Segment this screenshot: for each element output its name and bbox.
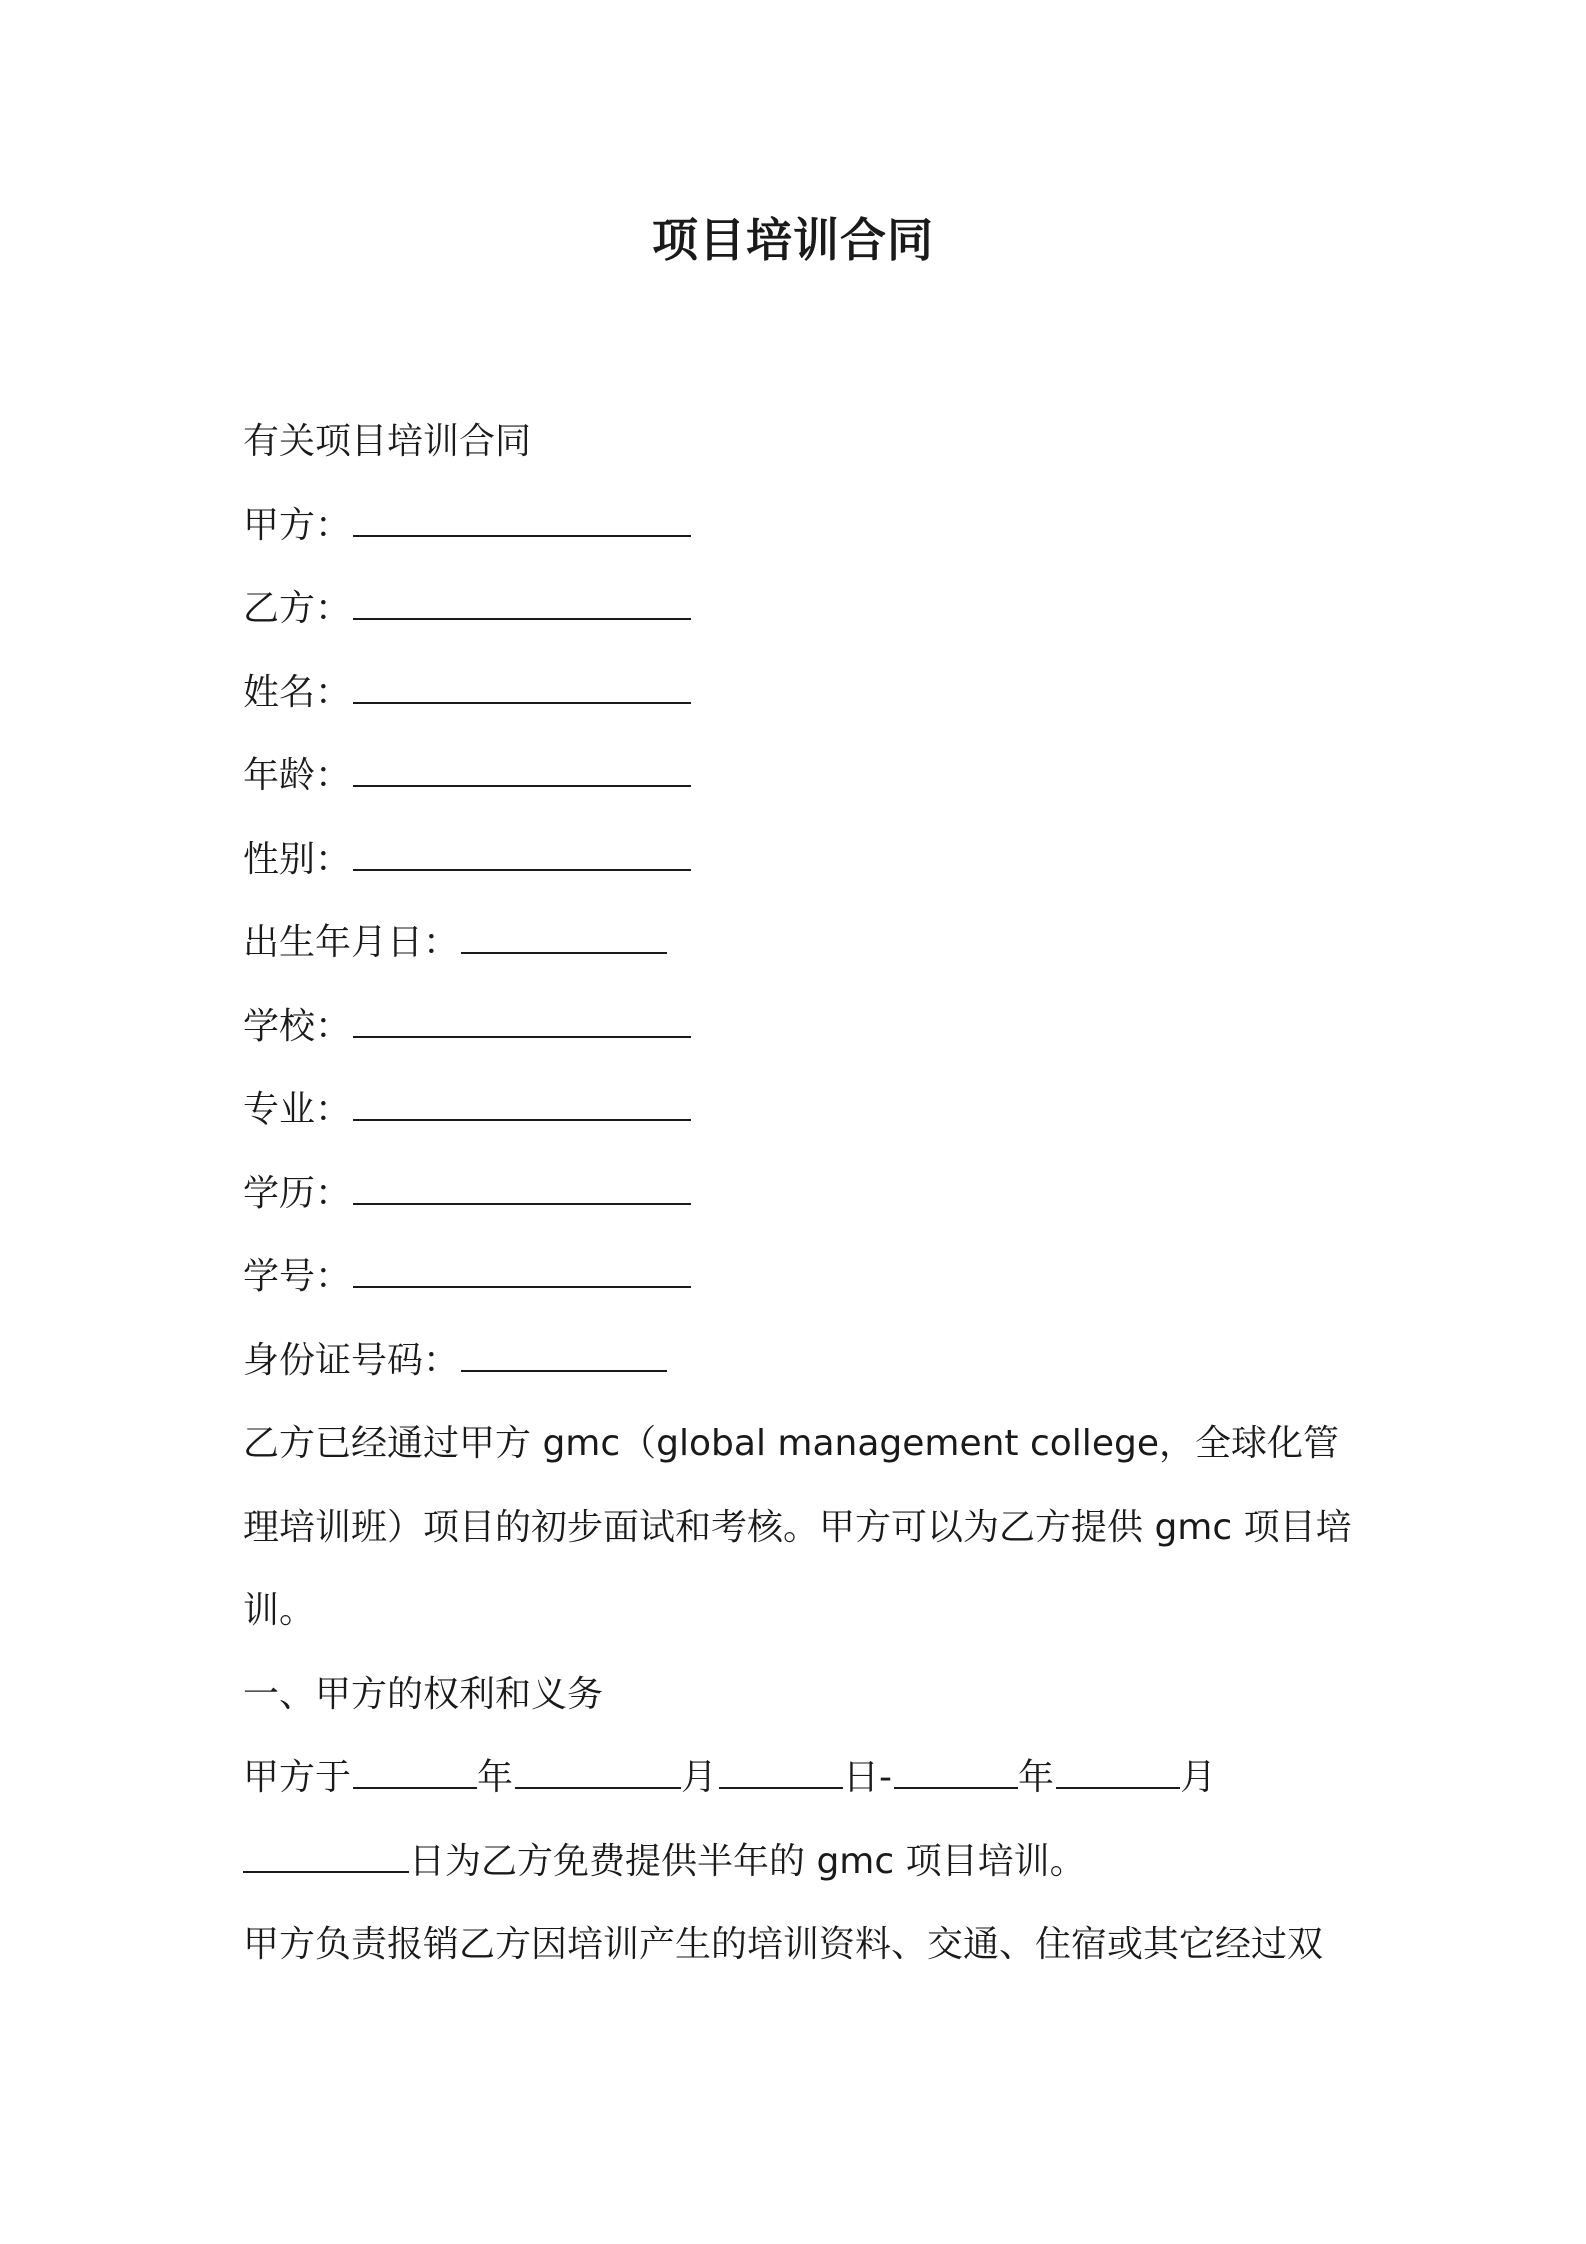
blank-underline [353,755,691,787]
blank-underline [353,672,691,704]
field-school [243,985,1353,1069]
date-suffix: 日为乙方免费提供半年的 gmc 项目培训。 [409,1840,1086,1882]
date-month-label: 月 [1180,1757,1217,1798]
blank-underline [1056,1757,1180,1789]
field-student-id [243,1235,1353,1319]
blank-underline [894,1757,1018,1789]
field-label: 学校： [243,1005,352,1047]
field-party-b [243,567,1353,651]
field-label: 年龄： [243,755,352,796]
date-day-label: 日- [843,1757,893,1798]
date-line-continued [243,1820,1353,1904]
intro-paragraph: 乙方已经通过甲方 gmc（global management college，全球化管理培训班）项目的初步面试和考核。甲方可以为乙方提供 gmc 项目培训。 [243,1423,1352,1631]
blank-underline [353,1089,691,1121]
blank-underline [243,1841,409,1873]
field-label: 性别： [243,838,352,880]
blank-underline [461,1340,667,1372]
field-label: 学历： [243,1172,352,1214]
field-party-a [243,484,1353,568]
field-id-number [243,1319,1353,1403]
date-prefix: 甲方于 [243,1757,352,1798]
field-name [243,651,1353,735]
field-age [243,734,1353,818]
blank-underline [353,1173,691,1205]
blank-underline [353,839,691,871]
field-education [243,1152,1353,1236]
field-major [243,1068,1353,1152]
date-year-label: 年 [477,1757,514,1798]
blank-underline [515,1757,681,1789]
blank-underline [719,1757,843,1789]
blank-underline [353,1006,691,1038]
document-body [243,400,1353,1987]
field-gender [243,818,1353,902]
field-label: 专业： [243,1089,352,1130]
field-birthdate [243,901,1353,985]
field-label: 乙方： [243,588,352,629]
field-label: 姓名： [243,671,352,713]
document-subtitle: 有关项目培训合同 [243,421,532,462]
date-month-label: 月 [681,1757,718,1798]
field-label: 身份证号码： [243,1339,460,1381]
date-line [243,1736,1353,1820]
date-year-label: 年 [1018,1757,1055,1798]
blank-underline [353,1256,691,1288]
section-heading: 一、甲方的权利和义务 [243,1673,604,1715]
field-label: 学号： [243,1256,352,1297]
field-label: 出生年月日： [243,922,460,963]
blank-underline [353,505,691,537]
blank-underline [461,922,667,954]
field-label: 甲方： [243,504,352,546]
reimburse-paragraph: 甲方负责报销乙方因培训产生的培训资料、交通、住宿或其它经过双 [243,1924,1324,1965]
document-title: 项目培训合同 [652,213,934,267]
blank-underline [353,588,691,620]
blank-underline [353,1757,477,1789]
